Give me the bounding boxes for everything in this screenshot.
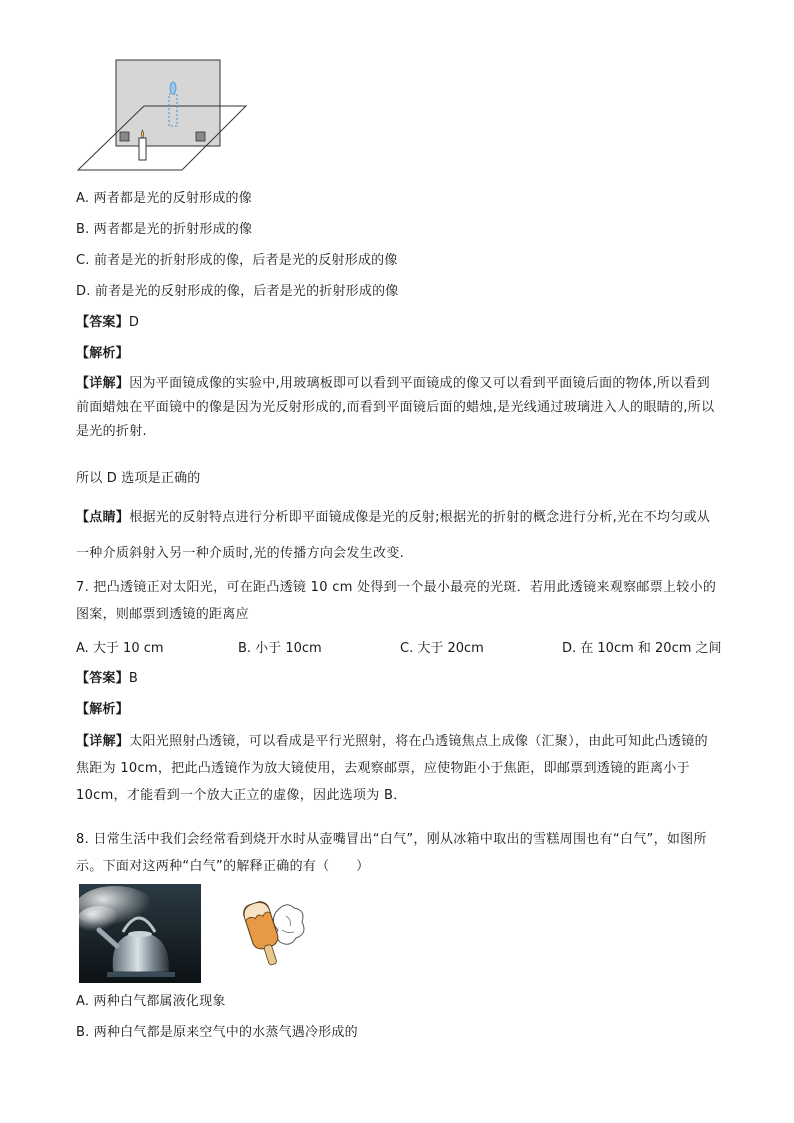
q6-option-c: C. 前者是光的折射形成的像，后者是光的反射形成的像 — [76, 253, 398, 268]
q6-option-d: D. 前者是光的反射形成的像，后者是光的折射形成的像 — [76, 284, 399, 299]
answer-tag: 【答案】 — [76, 315, 129, 330]
q6-comment — [76, 500, 718, 572]
detail-text: 因为平面镜成像的实验中,用玻璃板即可以看到平面镜成的像又可以看到平面镜后面的物体,所以看到前面蜡烛在平面镜中的像是因为光反射形成的,而看到平面镜后面的蜡烛,是光线通过玻璃进入人的眼睛的,所以是光的折射. — [76, 376, 715, 439]
answer-value: D — [128, 315, 140, 330]
q6-answer — [76, 314, 139, 332]
answer-tag: 【答案】 — [76, 671, 129, 686]
q6-analysis-label: 【解析】 — [76, 346, 129, 361]
q6-conclusion: 所以 D 选项是正确的 — [76, 471, 201, 486]
comment-tag: 【点睛】 — [76, 510, 130, 525]
q7-option-c: C. 大于 20cm — [400, 641, 484, 656]
q8-option-b: B. 两种白气都是原来空气中的水蒸气遇冷形成的 — [76, 1025, 358, 1040]
q8-option-a: A. 两种白气都属液化现象 — [76, 994, 226, 1009]
plane-mirror-experiment-figure — [76, 58, 252, 174]
detail-tag: 【详解】 — [76, 376, 130, 391]
detail-text: 太阳光照射凸透镜，可以看成是平行光照射，将在凸透镜焦点上成像（汇聚），由此可知此凸透镜的焦距为 10cm，把此凸透镜作为放大镜使用，去观察邮票，应使物距小于焦距，即邮票到透镜的距离小于 10cm，才能看到一个放大正立的虚像，因此选项为 B． — [76, 734, 708, 803]
answer-value: B — [128, 671, 138, 686]
q7-option-a: A. 大于 10 cm — [76, 641, 164, 656]
kettle-steam-photo — [79, 884, 201, 983]
q8-stem: 8. 日常生活中我们会经常看到烧开水时从壶嘴冒出“白气”，刚从冰箱中取出的雪糕周围也有“白气”，如图所示。下面对这两种“白气”的解释正确的有（ ） — [76, 832, 707, 874]
q6-option-b: B. 两者都是光的折射形成的像 — [76, 222, 253, 237]
detail-tag: 【详解】 — [76, 734, 130, 749]
q7-option-d: D. 在 10cm 和 20cm 之间 — [562, 641, 722, 656]
q7-stem: 7. 把凸透镜正对太阳光，可在距凸透镜 10 cm 处得到一个最小最亮的光斑．若用此透镜来观察邮票上较小的图案，则邮票到透镜的距离应 — [76, 580, 717, 622]
q7-answer — [76, 670, 138, 688]
q7-analysis-label: 【解析】 — [76, 702, 129, 717]
q7-option-b: B. 小于 10cm — [238, 641, 322, 656]
ice-cream-drawing — [234, 886, 310, 970]
comment-text: 根据光的反射特点进行分析即平面镜成像是光的反射;根据光的折射的概念进行分析,光在不均匀或从一种介质斜射入另一种介质时,光的传播方向会发生改变. — [76, 510, 711, 561]
q6-option-a: A. 两者都是光的反射形成的像 — [76, 191, 252, 206]
q6-detail — [76, 372, 718, 444]
q7-detail — [76, 728, 718, 809]
